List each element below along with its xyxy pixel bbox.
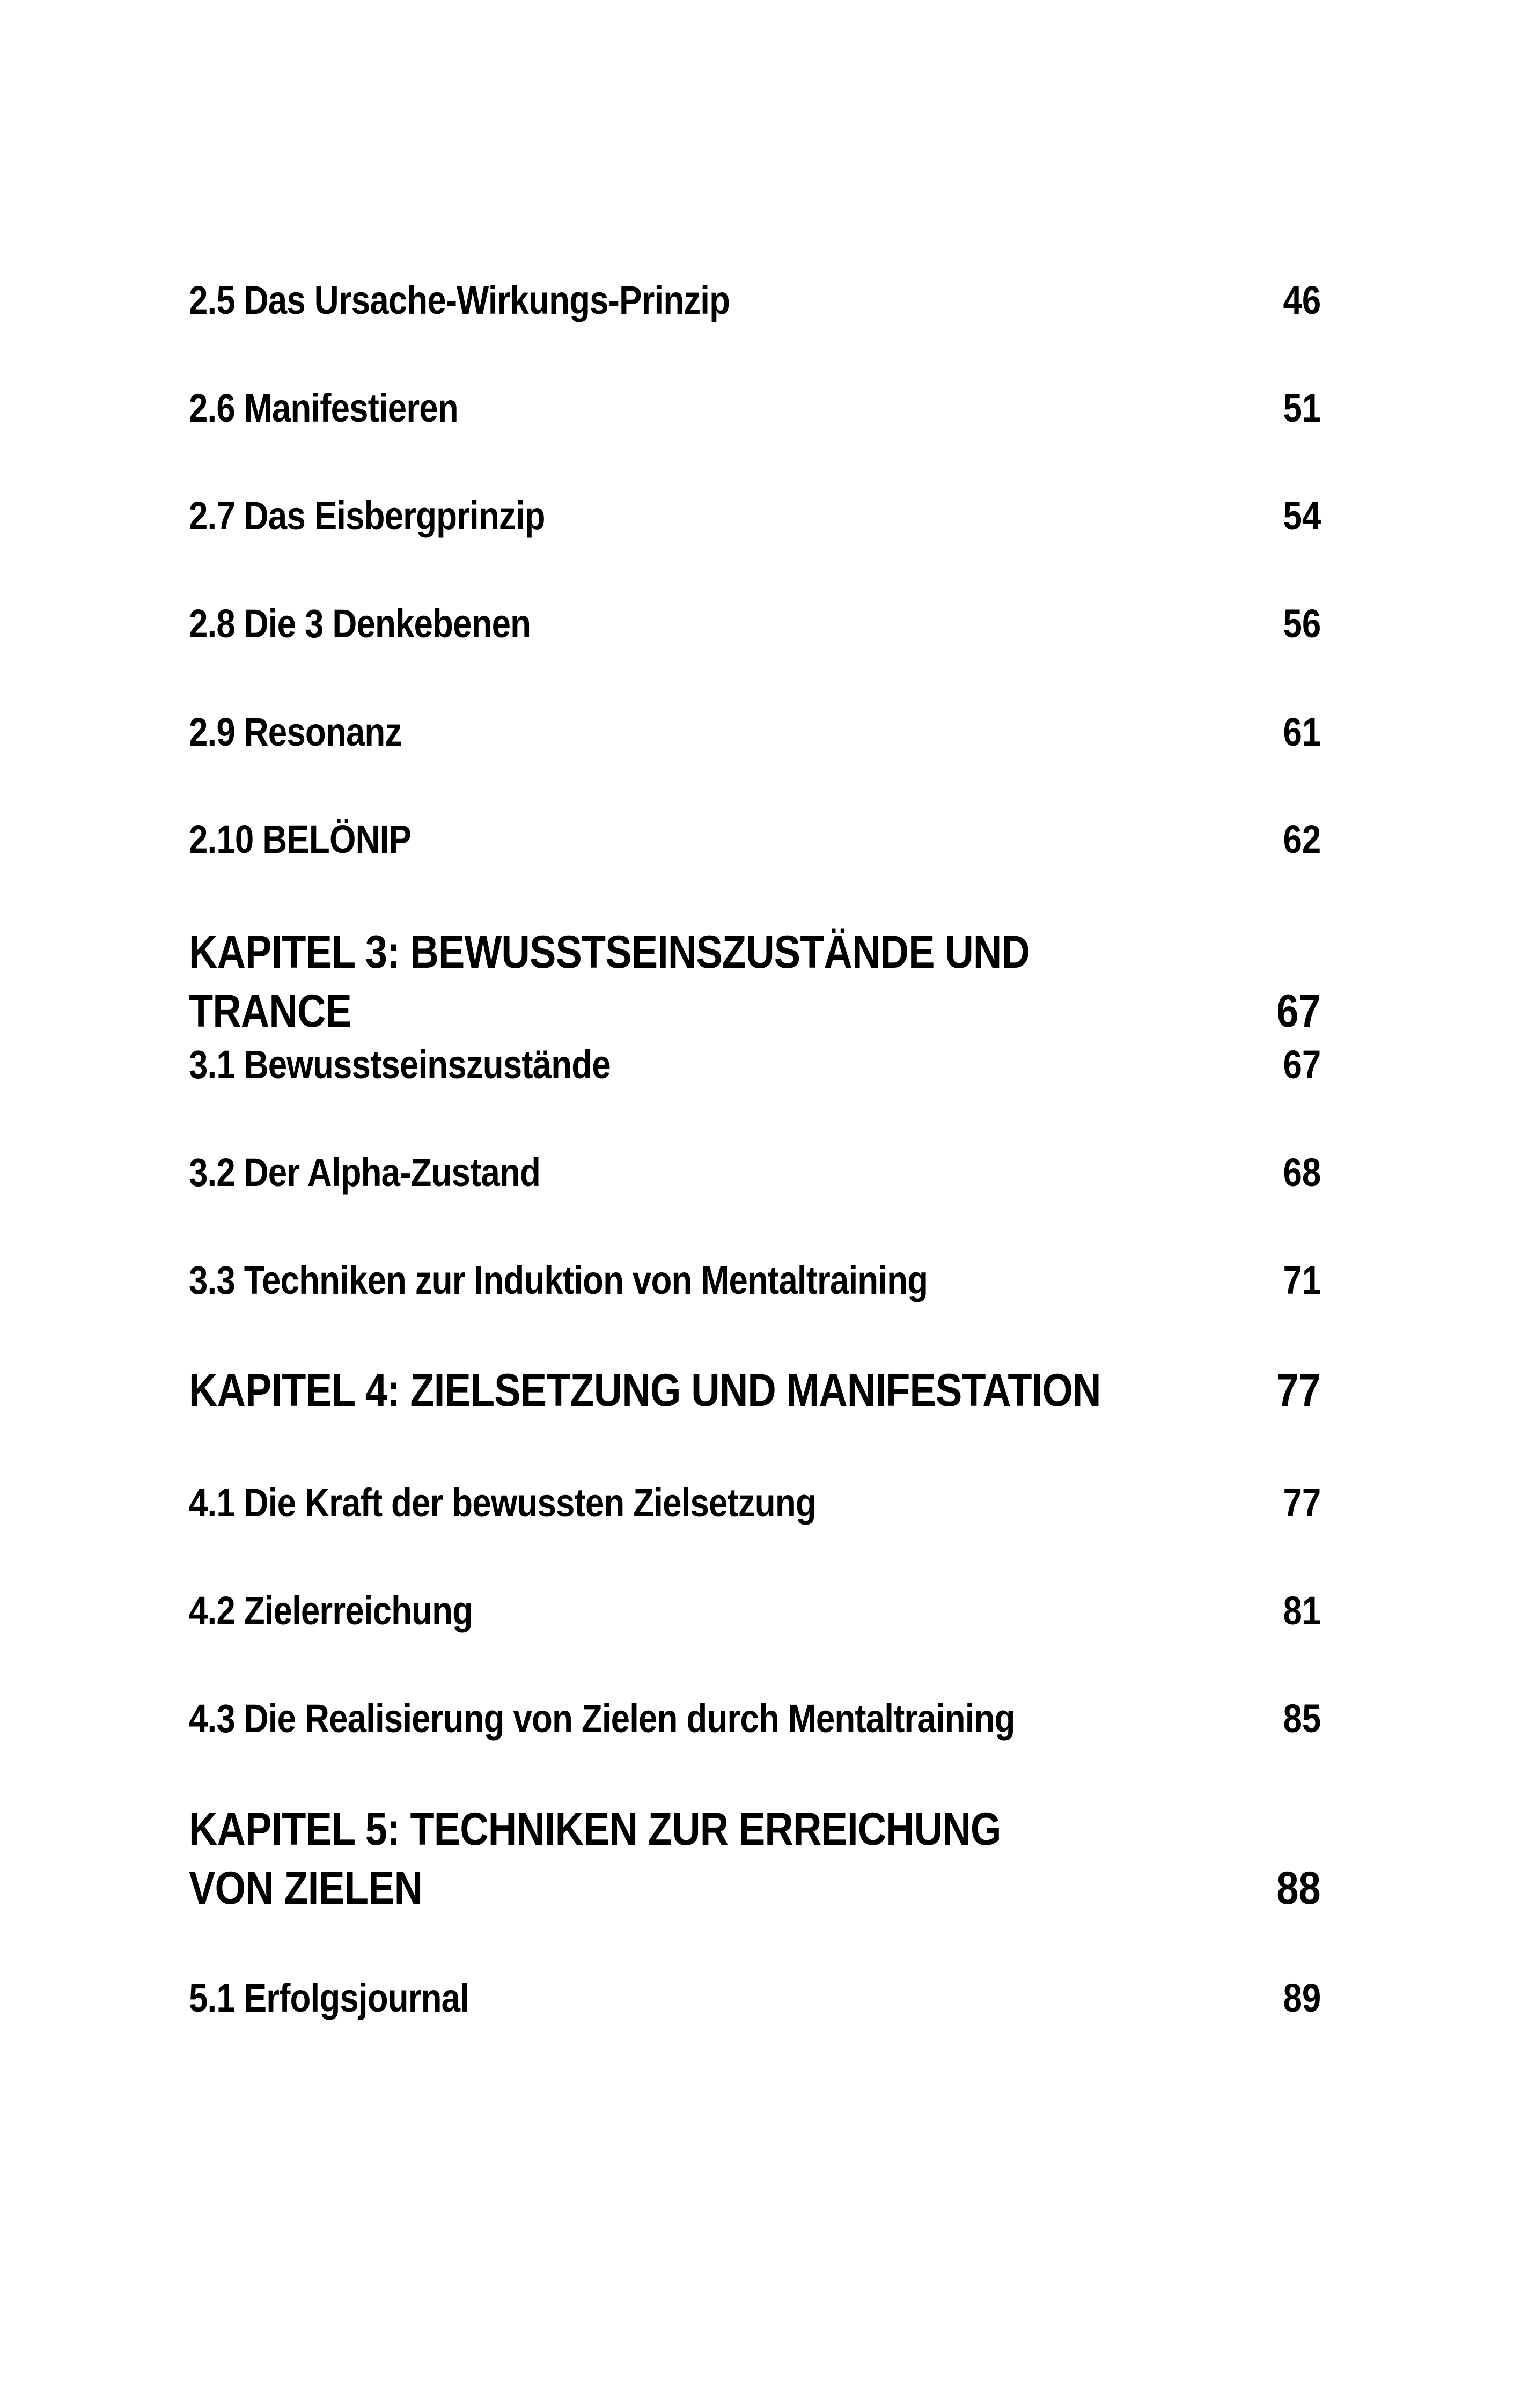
toc-entry-page-number: 46 — [1283, 278, 1321, 322]
toc-chapter-title: KAPITEL 3: BEWUSSTSEINSZUSTÄNDE UND TRANCE — [189, 926, 1030, 1037]
toc-entry-2-10 — [189, 815, 1321, 864]
toc-entry-page-number: 85 — [1283, 1696, 1321, 1741]
toc-chapter-title: KAPITEL 5: TECHNIKEN ZUR ERREICHUNG VON ZIELEN — [189, 1803, 1001, 1914]
toc-entry-title: 2.6 Manifestieren — [189, 386, 458, 430]
toc-entry-title: 4.3 Die Realisierung von Zielen durch Mentaltraining — [189, 1696, 1015, 1741]
toc-entry-3-3 — [189, 1256, 1321, 1305]
toc-entry-4-2 — [189, 1587, 1321, 1635]
toc-entry-2-7 — [189, 492, 1321, 540]
toc-entry-page-number: 77 — [1283, 1481, 1321, 1525]
toc-entry-5-1 — [189, 1974, 1321, 2022]
toc-entry-title: 2.7 Das Eisbergprinzip — [189, 494, 545, 538]
toc-entry-page-number: 61 — [1283, 710, 1321, 754]
toc-entry-title: 2.9 Resonanz — [189, 710, 402, 754]
toc-entry-title: 5.1 Erfolgsjournal — [189, 1976, 469, 2020]
toc-entry-page-number: 89 — [1283, 1976, 1321, 2020]
toc-entry-title: 3.1 Bewusstseinszustände — [189, 1042, 611, 1087]
toc-entry-title: 2.5 Das Ursache-Wirkungs-Prinzip — [189, 278, 730, 322]
toc-entry-title: 3.2 Der Alpha-Zustand — [189, 1150, 540, 1195]
toc-entry-title: 2.8 Die 3 Denkebenen — [189, 601, 531, 646]
toc-chapter-page-number: 88 — [1276, 1862, 1321, 1914]
toc-chapter-page-number: 77 — [1276, 1365, 1321, 1416]
toc-chapter-3 — [189, 923, 1321, 1041]
toc-entry-title: 4.1 Die Kraft der bewussten Zielsetzung — [189, 1481, 816, 1525]
toc-entry-page-number: 56 — [1283, 601, 1321, 646]
toc-entry-4-3 — [189, 1695, 1321, 1743]
toc-chapter-5 — [189, 1800, 1321, 1918]
toc-entry-2-9 — [189, 708, 1321, 756]
toc-entry-3-2 — [189, 1148, 1321, 1197]
toc-entry-title: 2.10 BELÖNIP — [189, 817, 412, 861]
toc-entry-4-1 — [189, 1479, 1321, 1527]
toc-entry-page-number: 67 — [1283, 1042, 1321, 1087]
toc-entry-page-number: 54 — [1283, 494, 1321, 538]
toc-entry-title: 3.3 Techniken zur Induktion von Mentaltraining — [189, 1258, 928, 1302]
toc-entry-title: 4.2 Zielerreichung — [189, 1588, 473, 1633]
toc-chapter-title: KAPITEL 4: ZIELSETZUNG UND MANIFESTATION — [189, 1365, 1101, 1416]
toc-entry-2-5 — [189, 276, 1321, 325]
toc-entry-page-number: 68 — [1283, 1150, 1321, 1195]
toc-entry-2-8 — [189, 600, 1321, 648]
toc-entry-page-number: 71 — [1283, 1258, 1321, 1302]
toc-entry-page-number: 62 — [1283, 817, 1321, 861]
toc-chapter-page-number: 67 — [1276, 985, 1321, 1037]
toc-entry-page-number: 51 — [1283, 386, 1321, 430]
toc-chapter-4 — [189, 1361, 1321, 1420]
toc-entry-3-1 — [189, 1041, 1321, 1089]
toc-entry-2-6 — [189, 384, 1321, 432]
toc-entry-page-number: 81 — [1283, 1588, 1321, 1633]
